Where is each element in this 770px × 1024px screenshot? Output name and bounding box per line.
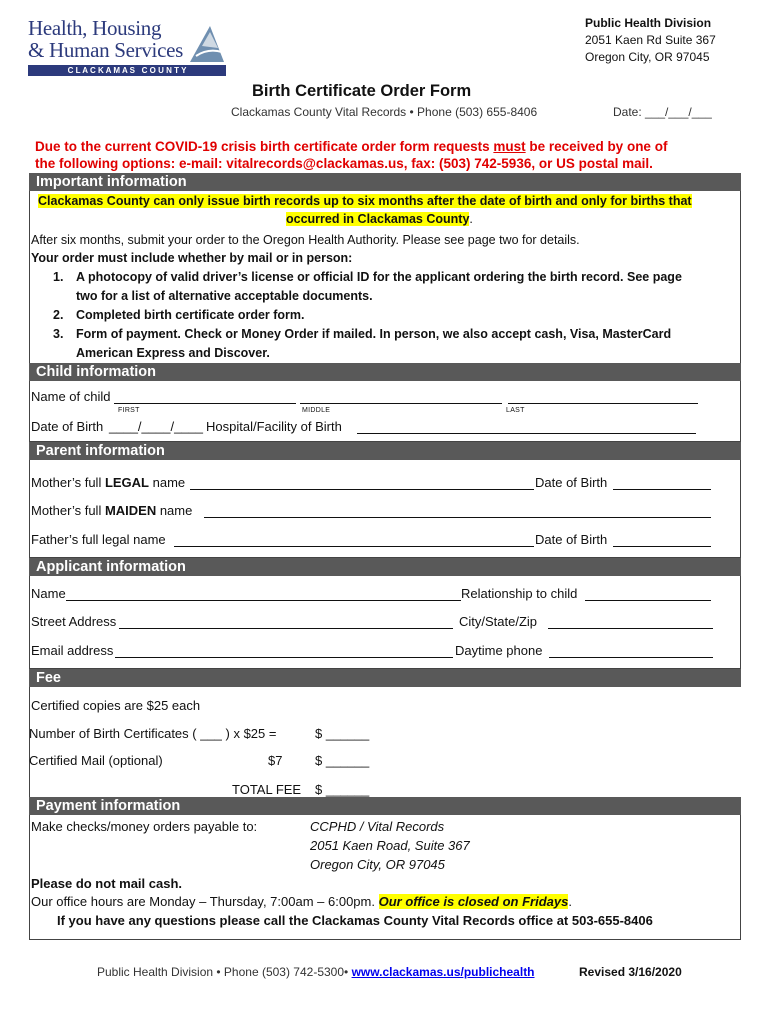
payee-line1: CCPHD / Vital Records: [310, 819, 445, 834]
fee-header: Fee: [29, 669, 741, 687]
payee-line2: 2051 Kaen Road, Suite 367: [310, 838, 470, 853]
hours-post: .: [568, 894, 572, 909]
covid-pre: Due to the current COVID-19 crisis birth certificate order form requests: [35, 139, 494, 154]
item3-line-b: American Express and Discover.: [76, 346, 270, 360]
no-cash-text: Please do not mail cash.: [31, 876, 182, 891]
fee-amount-2[interactable]: $ ______: [315, 753, 370, 768]
relationship-label: Relationship to child: [461, 586, 578, 601]
questions-text: If you have any questions please call the Clackamas County Vital Records office at 503-655-8406: [57, 913, 653, 928]
mother-maiden-name-field[interactable]: [204, 517, 711, 518]
city-field[interactable]: [548, 628, 713, 629]
city-label: City/State/Zip: [459, 614, 538, 629]
middle-caption: MIDDLE: [302, 407, 331, 414]
mother-legal-bold: LEGAL: [104, 475, 149, 490]
mother-maiden-pre: Mother’s full: [31, 503, 105, 518]
highlight-text2: occurred in Clackamas County: [286, 212, 470, 226]
hours-pre: Our office hours are Monday – Thursday, 7:00am – 6:00pm.: [31, 894, 379, 909]
item3-num: 3.: [53, 327, 64, 341]
division-name: Public Health Division: [585, 16, 712, 30]
fee-amount-1[interactable]: $ ______: [315, 726, 370, 741]
child-first-name-field[interactable]: [114, 403, 296, 404]
important-highlight1: [38, 194, 692, 208]
logo-band: C L A C K A M A S C O U N T Y: [28, 65, 226, 76]
fee-copies-text: Certified copies are $25 each: [31, 698, 201, 713]
mother-maiden-bold: MAIDEN: [104, 503, 157, 518]
fee-mail-amount: $7: [268, 753, 283, 768]
fee-total-label: TOTAL FEE: [232, 782, 302, 797]
page-subtitle: Clackamas County Vital Records • Phone (503) 655-8406: [231, 105, 538, 119]
phone-field[interactable]: [549, 657, 713, 658]
mother-dob-label: Date of Birth: [535, 475, 608, 490]
applicant-header: Applicant information: [29, 558, 741, 576]
logo-line1: Health, Housing: [28, 16, 162, 40]
footer-revised: Revised 3/16/2020: [579, 965, 682, 979]
highlight-text1: Clackamas County can only issue birth records up to six months after the date of birth and only for births that: [38, 194, 692, 208]
applicant-name-label: Name: [31, 586, 66, 601]
hospital-field[interactable]: [357, 433, 696, 434]
child-middle-name-field[interactable]: [300, 403, 502, 404]
covid-must: must: [493, 139, 526, 154]
important-highlight2: [286, 212, 473, 226]
payee-line3: Oregon City, OR 97045: [310, 857, 445, 872]
mother-maiden-label: [31, 503, 192, 518]
important-must-include: Your order must include whether by mail or in person:: [31, 251, 353, 265]
applicant-box: [29, 576, 741, 669]
item2-num: 2.: [53, 308, 64, 322]
mother-dob-field[interactable]: [613, 489, 711, 490]
covid-notice-line1: [35, 139, 667, 154]
hospital-label: Hospital/Facility of Birth: [206, 419, 342, 434]
father-dob-field[interactable]: [613, 546, 711, 547]
footer-text: [97, 965, 535, 979]
page-title: Birth Certificate Order Form: [252, 82, 472, 100]
item1-line-b: two for a list of alternative acceptable documents.: [76, 289, 373, 303]
item3-line-a: Form of payment. Check or Money Order if mailed. In person, we also accept cash, Visa, MasterCard: [76, 327, 672, 341]
payment-header: Payment information: [29, 797, 741, 815]
fee-total-amount[interactable]: $ ______: [315, 782, 370, 797]
mother-legal-label: [31, 475, 185, 490]
logo-mountain-icon: [188, 22, 226, 62]
child-name-label: Name of child: [31, 389, 111, 404]
street-field[interactable]: [119, 628, 453, 629]
child-last-name-field[interactable]: [508, 403, 698, 404]
mother-legal-post: name: [149, 475, 186, 490]
email-label: Email address: [31, 643, 114, 658]
child-dob-field[interactable]: ____/____/____: [109, 419, 203, 434]
relationship-field[interactable]: [585, 600, 711, 601]
item2-text: Completed birth certificate order form.: [76, 308, 305, 322]
mother-legal-pre: Mother’s full: [31, 475, 105, 490]
first-caption: FIRST: [118, 407, 140, 414]
division-address2: Oregon City, OR 97045: [585, 50, 710, 64]
parent-header: Parent information: [29, 442, 741, 460]
mother-maiden-post: name: [156, 503, 193, 518]
logo-line2: & Human Services: [28, 38, 183, 62]
last-caption: LAST: [506, 407, 525, 414]
office-hours: [31, 894, 572, 909]
highlight-end: .: [469, 212, 473, 226]
item1-line-a: A photocopy of valid driver’s license or official ID for the applicant ordering the birth record. See page: [76, 270, 682, 284]
payable-label: Make checks/money orders payable to:: [31, 819, 258, 834]
important-header: Important information: [29, 173, 741, 191]
fee-number-label: Number of Birth Certificates ( ___ ) x $25 =: [29, 726, 277, 741]
fee-mail-label: Certified Mail (optional): [29, 753, 163, 768]
important-after: After six months, submit your order to the Oregon Health Authority. Please see page two for details.: [31, 233, 580, 247]
street-label: Street Address: [31, 614, 117, 629]
footer-link[interactable]: www.clackamas.us/publichealth: [351, 965, 535, 979]
covid-post: be received by one of: [525, 139, 668, 154]
division-address1: 2051 Kaen Rd Suite 367: [585, 33, 716, 47]
item1-num: 1.: [53, 270, 64, 284]
email-field[interactable]: [115, 657, 453, 658]
father-name-field[interactable]: [174, 546, 534, 547]
applicant-name-field[interactable]: [66, 600, 461, 601]
logo: [28, 16, 228, 76]
covid-notice-line2: the following options: e-mail: vitalrecords@clackamas.us, fax: (503) 742-5936, or US postal mail.: [35, 156, 653, 171]
closed-fridays: Our office is closed on Fridays: [378, 894, 569, 909]
child-dob-label: Date of Birth: [31, 419, 104, 434]
phone-label: Daytime phone: [455, 643, 543, 658]
date-field[interactable]: Date: ___/___/___: [613, 105, 712, 119]
father-name-label: Father’s full legal name: [31, 532, 166, 547]
mother-legal-name-field[interactable]: [190, 489, 534, 490]
footer-left: Public Health Division • Phone (503) 742-5300•: [97, 965, 352, 979]
child-header: Child information: [29, 363, 741, 381]
father-dob-label: Date of Birth: [535, 532, 608, 547]
